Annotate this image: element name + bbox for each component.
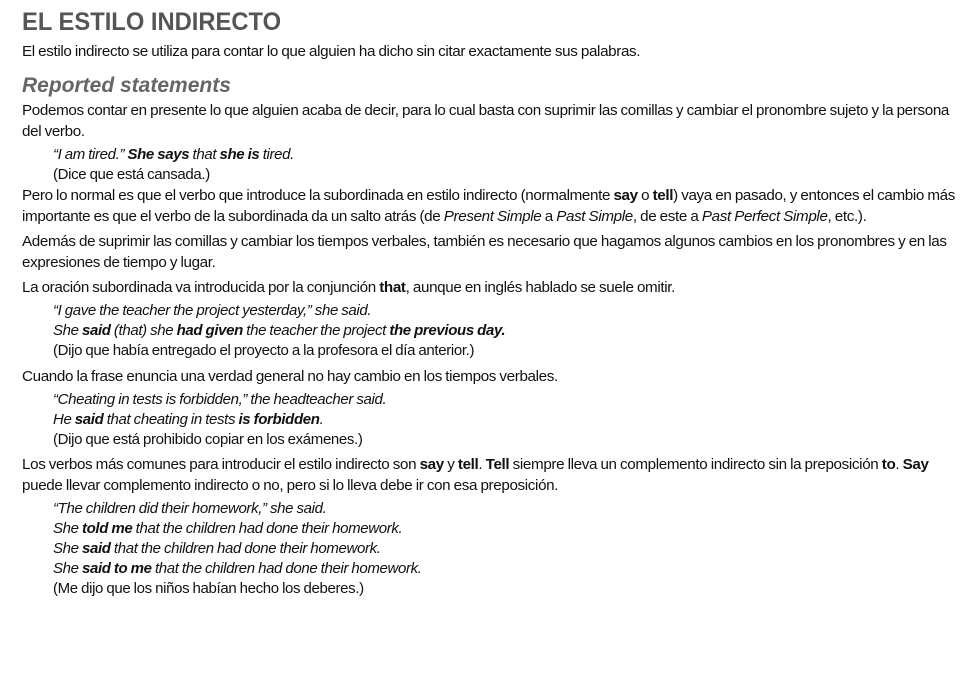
example-1 — [22, 145, 959, 185]
example-3 — [22, 390, 959, 450]
example-4-said: She said that the children had done their homework. — [53, 540, 381, 557]
example-4-spanish: (Me dijo que los niños habían hecho los deberes.) — [53, 580, 364, 597]
example-4 — [22, 499, 959, 599]
example-2-direct: “I gave the teacher the project yesterday,” she said. — [53, 302, 372, 319]
paragraph-past-reporting: Pero lo normal es que el verbo que introduce la subordinada en estilo indirecto (normalmente say o tell) vaya en pasado, y entonces el cambio más importante es que el verbo de la subordinada da un salto atrás (de Present Simple a Past Simple, de este a Past Perfect Simple, etc.). — [22, 187, 955, 225]
paragraph-present-reporting: Podemos contar en presente lo que alguien acaba de decir, para lo cual basta con suprimir las comillas y cambiar el pronombre sujeto y la persona del verbo. — [22, 102, 950, 140]
example-4-direct: “The children did their homework,” she said. — [53, 500, 327, 517]
example-3-direct: “Cheating in tests is forbidden,” the headteacher said. — [53, 391, 387, 408]
example-2-spanish: (Dijo que había entregado el proyecto a la profesora el día anterior.) — [53, 342, 475, 359]
section-title: Reported statements — [22, 74, 231, 97]
intro-paragraph: El estilo indirecto se utiliza para contar lo que alguien ha dicho sin citar exactamente sus palabras. — [22, 43, 641, 60]
example-2-reported: She said (that) she had given the teacher the project the previous day. — [53, 322, 506, 339]
example-3-spanish: (Dijo que está prohibido copiar en los exámenes.) — [53, 431, 363, 448]
example-4-told-me: She told me that the children had done their homework. — [53, 520, 403, 537]
paragraph-general-truth: Cuando la frase enuncia una verdad general no hay cambio en los tiempos verbales. — [22, 368, 558, 385]
page-title: EL ESTILO INDIRECTO — [22, 8, 282, 36]
example-2 — [22, 301, 959, 361]
paragraph-pronoun-changes: Además de suprimir las comillas y cambiar los tiempos verbales, también es necesario que hagamos algunos cambios en los pronombres y en las expresiones de tiempo y lugar. — [22, 233, 947, 271]
paragraph-conjunction-that: La oración subordinada va introducida por la conjunción that, aunque en inglés hablado se suele omitir. — [22, 279, 676, 296]
example-3-reported: He said that cheating in tests is forbidden. — [53, 411, 324, 428]
paragraph-say-tell: Los verbos más comunes para introducir el estilo indirecto son say y tell. Tell siempre lleva un complemento indirecto sin la preposición to. Say puede llevar complemento indirecto o no, pero si lo lleva debe ir con esa preposición. — [22, 456, 929, 494]
example-1-spanish: (Dice que está cansada.) — [53, 166, 210, 183]
example-1-english: “I am tired.” She says that she is tired. — [53, 146, 294, 163]
example-4-said-to-me: She said to me that the children had done their homework. — [53, 560, 422, 577]
